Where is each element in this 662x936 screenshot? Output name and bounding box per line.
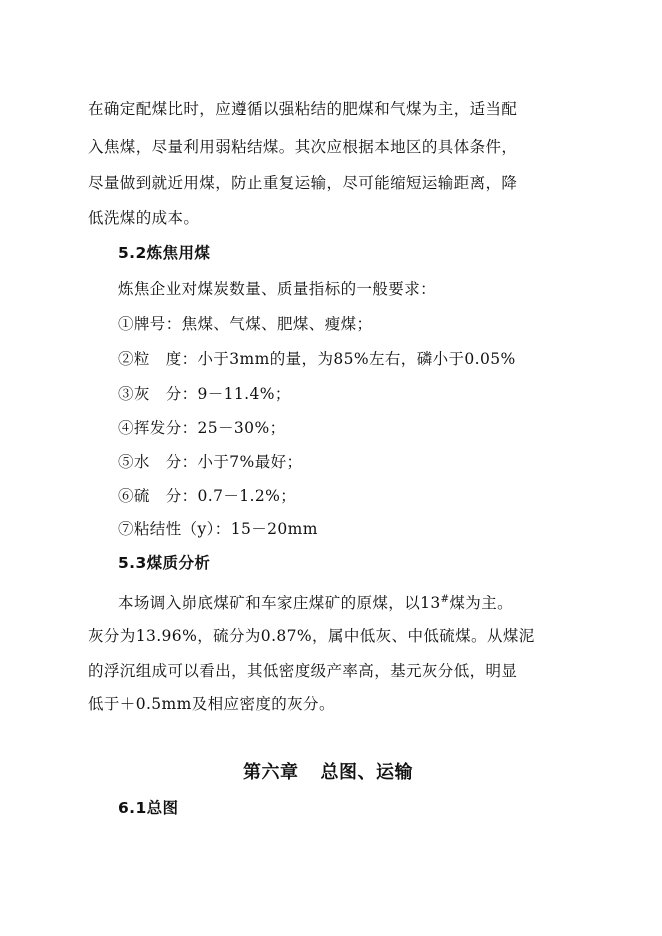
- intro-line-1: 在确定配煤比时，应遵循以强粘结的肥煤和气煤为主，适当配: [88, 100, 518, 118]
- analysis-line-3: 的浮沉组成可以看出，其低密度级产率高，基元灰分低，明显: [88, 662, 518, 680]
- intro-line-4: 低洗煤的成本。: [88, 209, 200, 227]
- analysis-line-2: 灰分为13.96%，硫分为0.87%，属中低灰、中低硫煤。从煤泥: [88, 627, 535, 645]
- requirement-item-2: ②粒 度：小于3mm的量，为85%左右，磷小于0.05%: [118, 350, 516, 368]
- section-5-3-heading: 5.3煤质分析: [118, 554, 211, 572]
- requirement-item-3: ③灰 分：9－11.4%；: [118, 385, 291, 403]
- analysis-line-1-text: 本场调入峁底煤矿和车家庄煤矿的原煤，以13: [118, 594, 441, 612]
- chapter-6-title: [243, 762, 413, 784]
- requirement-item-1: ①牌号：焦煤、气煤、肥煤、瘦煤；: [118, 315, 373, 333]
- section-6-1-heading: 6.1总图: [118, 799, 179, 817]
- seam-number-mark: #: [440, 594, 450, 605]
- analysis-line-4: 低于＋0.5mm及相应密度的灰分。: [88, 695, 335, 713]
- intro-line-3: 尽量做到就近用煤，防止重复运输，尽可能缩短运输距离，降: [88, 174, 518, 192]
- requirement-item-4: ④挥发分：25－30%；: [118, 419, 286, 437]
- requirement-item-7: ⑦粘结性（y）：15－20mm: [118, 520, 318, 538]
- intro-line-2: 入焦煤，尽量利用弱粘结煤。其次应根据本地区的具体条件，: [88, 138, 518, 156]
- analysis-line-1: [118, 590, 513, 613]
- chapter-number: 第六章: [243, 762, 299, 783]
- analysis-line-1-end: 煤为主。: [449, 594, 514, 612]
- section-5-2-lead: 炼焦企业对煤炭数量、质量指标的一般要求：: [118, 280, 437, 298]
- requirement-item-6: ⑥硫 分：0.7－1.2%；: [118, 487, 297, 505]
- chapter-name: 总图、运输: [320, 762, 413, 783]
- section-5-2-heading: 5.2炼焦用煤: [118, 244, 211, 262]
- requirement-item-5: ⑤水 分：小于7%最好；: [118, 453, 303, 471]
